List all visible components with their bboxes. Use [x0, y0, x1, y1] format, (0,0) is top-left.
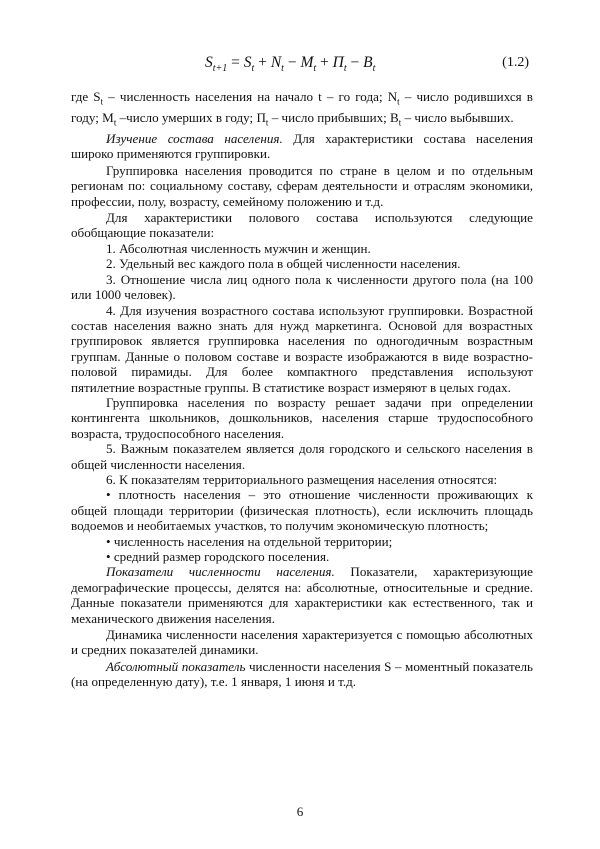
- formula-symbol: S: [243, 54, 252, 71]
- legend-text: – численность населения на начало t – го года; N: [103, 89, 398, 104]
- list-item-6: 6. К показателям территориального размещения населения относятся:: [106, 471, 498, 487]
- legend-text: – число родившихся в году; M: [71, 89, 533, 126]
- formula-op: −: [346, 54, 364, 71]
- legend-sub: t: [113, 117, 117, 128]
- list-item-5: 5. Важным показателем является доля городского и сельского населения в общей численности населения.: [71, 441, 533, 472]
- bullet-item: • средний размер городского поселения.: [106, 549, 330, 564]
- formula-legend: [71, 89, 533, 131]
- formula-lhs-sub: t+1: [212, 63, 228, 75]
- paragraph-absolute: [71, 659, 533, 690]
- formula-symbol: N: [270, 54, 282, 71]
- formula-sub: t: [251, 63, 255, 75]
- formula-expression: [205, 54, 375, 74]
- legend-text: –число умерших в году; П: [116, 110, 266, 126]
- formula-op: +: [316, 54, 333, 71]
- formula-op: +: [254, 54, 271, 71]
- formula-lhs: S: [205, 54, 213, 71]
- list-item-1: 1. Абсолютная численность мужчин и женщин.: [106, 240, 371, 256]
- italic-heading: Показатели численности населения.: [106, 564, 335, 580]
- legend-sub: t: [397, 96, 400, 107]
- legend-text: – число прибывших; B: [268, 110, 399, 126]
- paragraph-dynamics: Динамика численности населения характеризуется с помощью абсолютных и средних показателей динамики.: [71, 627, 533, 658]
- bullet-item: • плотность населения – это отношение численности проживающих к общей площади территории (физическая плотность), если исключить площадь водоемов и необитаемых участков, то получим экономическую плотность;: [71, 487, 533, 534]
- formula-1-2: [71, 52, 533, 78]
- paragraph-indicators: [71, 564, 533, 626]
- legend-text: – число выбывших.: [401, 110, 514, 126]
- list-item-3: 3. Отношение числа лиц одного пола к численности другого пола (на 100 или 1000 человек).: [71, 271, 533, 303]
- italic-heading: Изучение состава населения.: [106, 131, 283, 147]
- formula-symbol: П: [332, 54, 344, 71]
- page-number: 6: [296, 804, 304, 819]
- paragraph-gender: Для характеристики полового состава используются следующие обобщающие показатели:: [71, 210, 533, 241]
- bullet-item: • численность населения на отдельной территории;: [106, 533, 393, 549]
- legend-sub: t: [100, 96, 104, 107]
- italic-heading: Абсолютный показатель: [106, 658, 246, 674]
- formula-op: =: [227, 54, 244, 71]
- formula-sub: t: [372, 63, 376, 75]
- formula-symbol: M: [300, 54, 314, 71]
- formula-symbol: B: [363, 54, 373, 71]
- formula-number: (1.2): [502, 55, 529, 70]
- formula-op: −: [283, 54, 301, 71]
- list-item-2: 2. Удельный вес каждого пола в общей численности населения.: [106, 256, 461, 272]
- legend-sub: t: [265, 117, 269, 128]
- paragraph-text: Для характеристики состава населения широко применяются группировки.: [71, 131, 534, 162]
- legend-text: где S: [71, 89, 101, 104]
- paragraph-text: численности населения S – моментный показатель (на определенную дату), т.е. 1 января, 1 июня и т.д.: [71, 658, 533, 690]
- formula-sub: t: [343, 63, 347, 75]
- formula-sub: t: [313, 63, 317, 75]
- paragraph-grouping: Группировка населения проводится по стране в целом и по отдельным регионам по: социальному составу, сферам деятельности и отраслям экономики, профессии, полу, возрасту, семейному положению и т.д.: [71, 162, 533, 209]
- list-item-4: 4. Для изучения возрастного состава используют группировки. Возрастной состав населения важно знать для нужд маркетинга. Основой для возрастных группировок является группировка населения по одногодичным возрастным группам. Данные о половом составе и возрасте изображаются в виде возрастно-половой пирамиды. Для более компактного представления используют пятилетние возрастные группы. В статистике возраст измеряют в целых годах.: [71, 302, 533, 395]
- document-page: [71, 52, 533, 690]
- paragraph-text: Показатели, характеризующие демографические процессы, делятся на: абсолютные, относительные и средние. Данные показатели применяются для характеристики как естественного, так и механического движения населения.: [71, 564, 533, 626]
- paragraph-composition: [71, 131, 533, 162]
- formula-sub: t: [281, 63, 284, 75]
- paragraph-age: Группировка населения по возрасту решает задачи при определении контингента школьников, дошкольников, населения старше трудоспособного возраста, трудоспособного населения.: [71, 394, 533, 441]
- legend-sub: t: [398, 117, 402, 128]
